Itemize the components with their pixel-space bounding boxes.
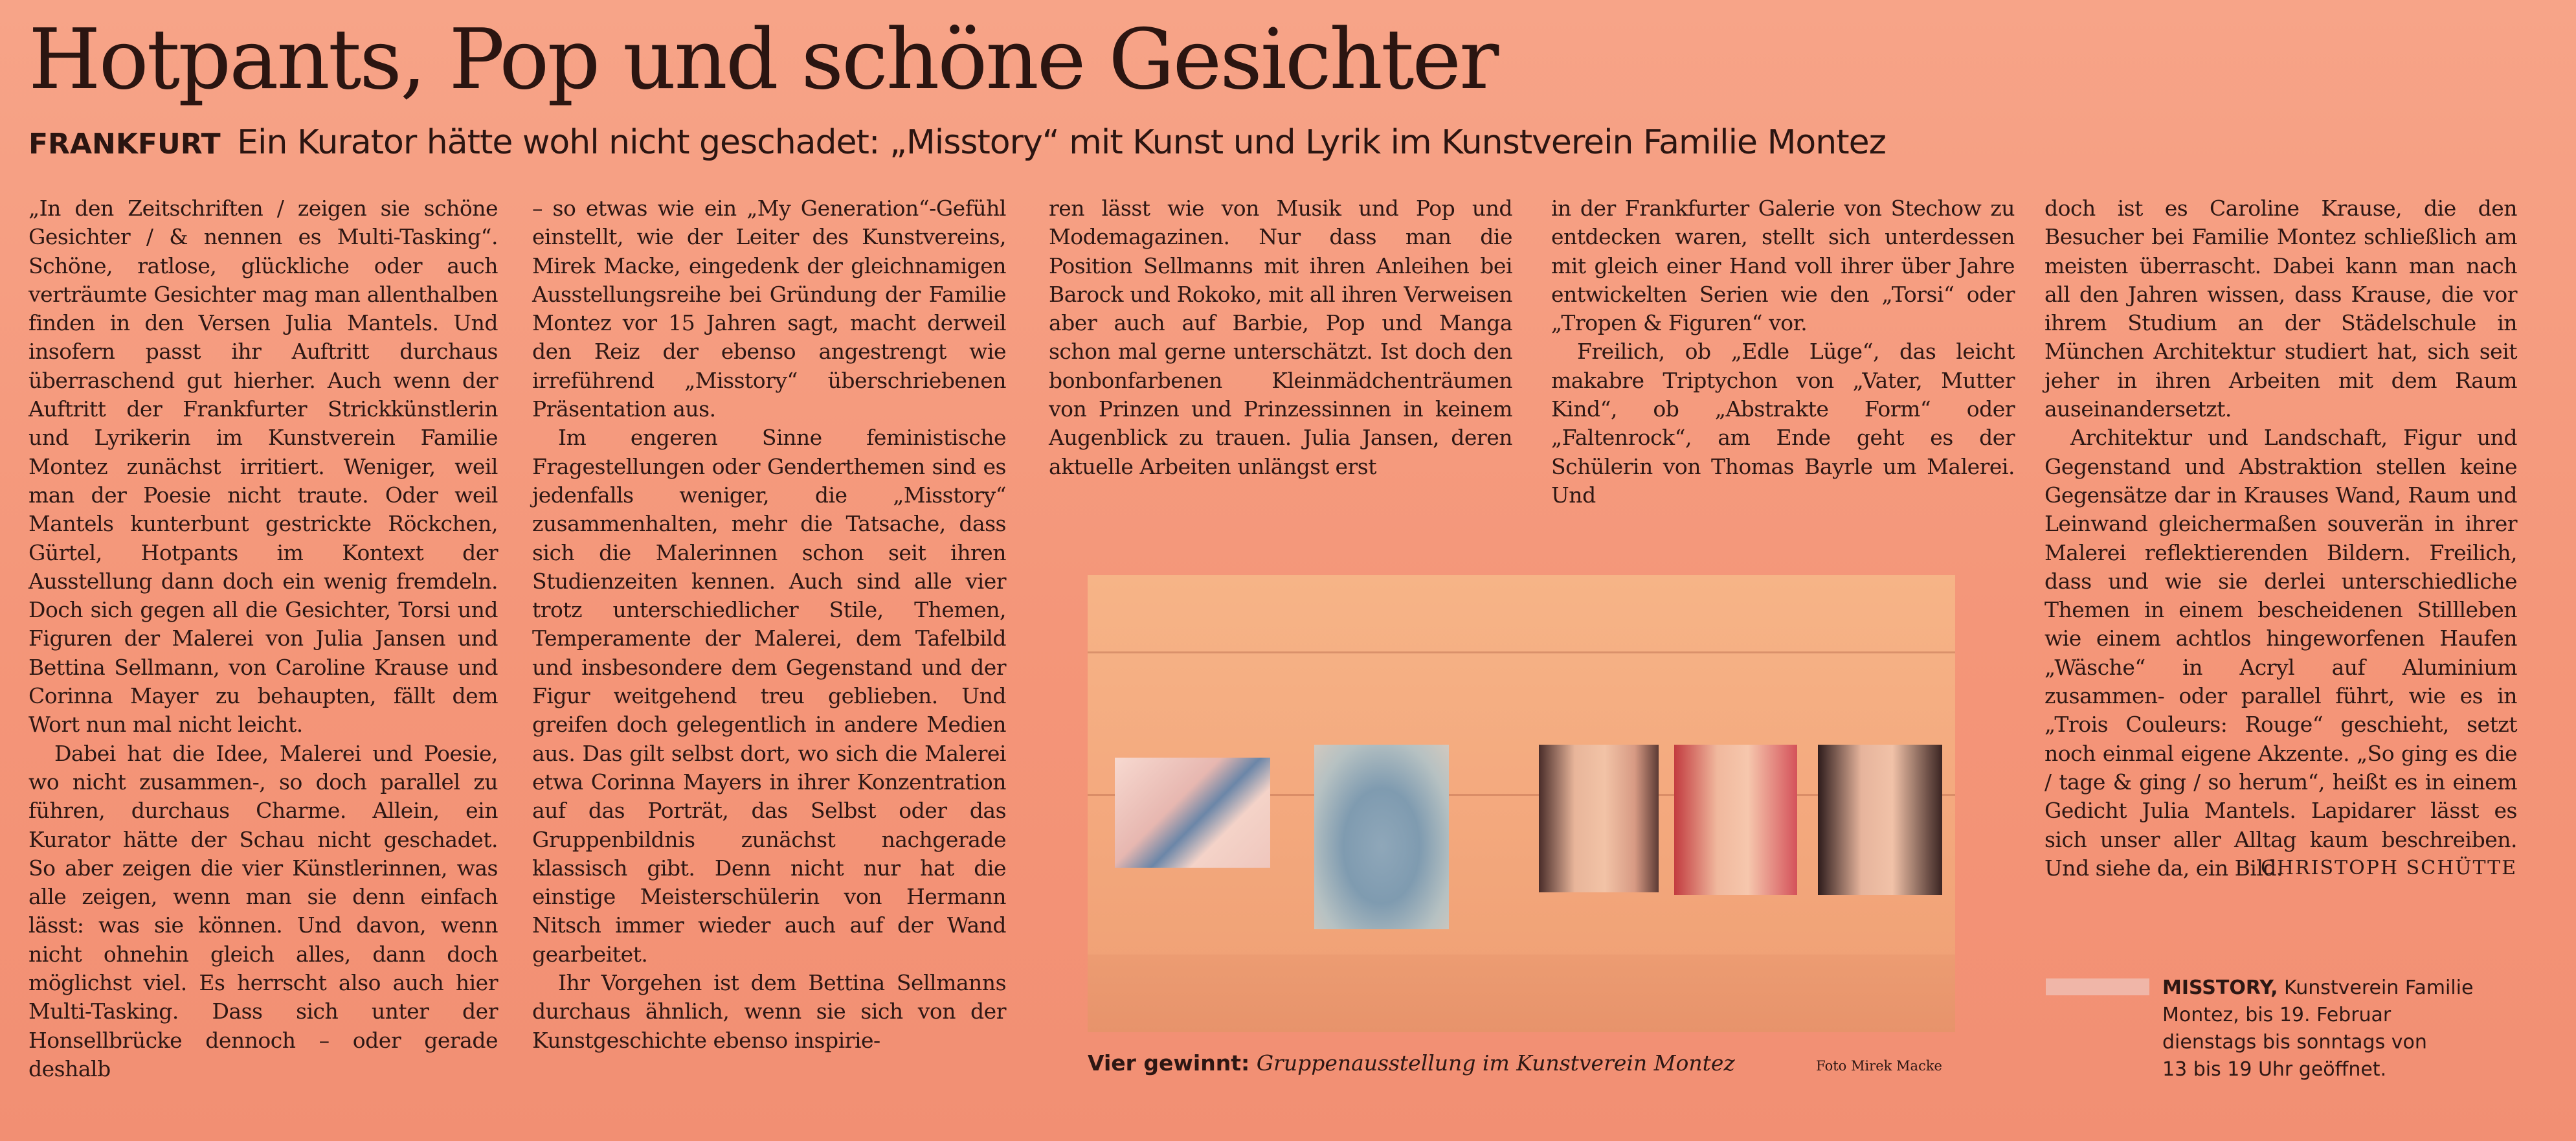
article-column-3 <box>1049 194 1512 481</box>
subheadline <box>28 120 1886 167</box>
photo-caption <box>1088 1049 1955 1078</box>
infobox-text: Kunstverein Familie <box>2284 977 2474 999</box>
paragraph: doch ist es Caroline Krause, die den Besucher bei Familie Montez schließlich am meisten überrascht. Dabei kann man nach all den Jahren wissen, dass Krause, die vor ihrem Studium an der Städelschule in München Architektur studiert hat, sich seit jeher in ihren Arbeiten mit dem Raum auseinandersetzt. <box>2044 196 2517 422</box>
photo-credit: Foto Mirek Macke <box>1816 1058 1942 1074</box>
exhibition-photo <box>1088 575 1955 1032</box>
infobox-text: dienstags bis sonntags von <box>2162 1031 2427 1054</box>
subheadline-text: Ein Kurator hätte wohl nicht geschadet: „Misstory“ mit Kunst und Lyrik im Kunstverein Familie Montez <box>237 123 1886 162</box>
dateline-kicker: FRANKFURT <box>28 128 221 161</box>
headline: Hotpants, Pop und schöne Gesichter <box>28 12 1497 108</box>
paragraph: in der Frankfurter Galerie von Stechow zu entdecken waren, stellt sich unterdessen mit gleich einer Hand voll ihrer über Jahre entwickelten Serien wie den „Torsi“ oder „Tropen & Figuren“ vor. <box>1551 196 2015 336</box>
infobox-title: MISSTORY, <box>2162 977 2278 999</box>
infobox-text: 13 bis 19 Uhr geöffnet. <box>2162 1058 2387 1081</box>
paragraph: Freilich, ob „Edle Lüge“, das leicht makabre Triptychon von „Vater, Mutter Kind“, ob „Abstrakte Form“ oder „Faltenrock“, am Ende geht es der Schülerin von Thomas Bayrle um Malerei. Und <box>1551 339 2015 508</box>
paragraph: „In den Zeitschriften / zeigen sie schöne Gesichter / & nennen es Multi-Tasking“. Schöne, ratlose, glückliche oder auch verträumte Gesichter mag man allenthalben finden in den Versen Julia Mantels. Und insofern passt ihr Auftritt durchaus überraschend gut hierher. Auch wenn der Auftritt der Frankfurter Strickkünstlerin und Lyrikerin im Kunstverein Familie Montez zunächst irritiert. Weniger, weil man der Poesie nicht traute. Oder weil Mantels kunterbunt gestrickte Röckchen, Gürtel, Hotpants im Kontext der Ausstellung dann doch ein wenig fremdeln. Doch sich gegen all die Gesichter, Torsi und Figuren der Malerei von Julia Jansen und Bettina Sellmann, von Caroline Krause und Corinna Mayer zu behaupten, fällt dem Wort nun mal nicht leicht. <box>28 196 498 738</box>
gallery-floor <box>1088 955 1955 1032</box>
paragraph: Im engeren Sinne feministische Fragestellungen oder Genderthemen sind es jedenfalls weniger, die „Misstory“ zusammenhalten, mehr die Tatsache, dass sich die Malerinnen schon seit ihren Studienzeiten kennen. Auch sind alle vier trotz unterschiedlicher Stile, Themen, Temperamente der Malerei, dem Tafelbild und insbesondere dem Gegenstand und der Figur weitgehend treu geblieben. Und greifen doch gelegentlich in andere Medien aus. Das gilt selbst dort, wo sich die Malerei etwa Corinna Mayers in ihrer Konzentration auf das Porträt, das Selbst oder das Gruppenbildnis zunächst nachgerade klassisch gibt. Denn nicht nur hat die einstige Meisterschülerin von Hermann Nitsch immer wieder auch auf der Wand gearbeitet. <box>532 425 1006 967</box>
infobox-text: Montez, bis 19. Februar <box>2162 1004 2391 1026</box>
painting-figures-2 <box>1674 745 1797 895</box>
paragraph: Dabei hat die Idee, Malerei und Poesie, wo nicht zusammen-, so doch parallel zu führen, durchaus Charme. Allein, ein Kurator hätte der Schau nicht geschadet. So aber zeigen die vier Künstlerinnen, was alle zeigen, wenn man sie denn einfach lässt: was sie können. Und davon, wenn nicht ohnehin gleich alles, dann doch möglichst viel. Es herrscht also auch hier Multi-Tasking. Dass sich unter der Honsellbrücke dennoch – oder gerade deshalb <box>28 740 498 1081</box>
painting-blue-abstract <box>1314 745 1449 929</box>
caption-text: Gruppenausstellung im Kunstverein Montez <box>1256 1050 1735 1076</box>
paragraph: – so etwas wie ein „My Generation“-Gefühl einstellt, wie der Leiter des Kunstvereins, Mirek Macke, eingedenk der gleichnamigen Ausstellungsreihe bei Gründung der Familie Montez vor 15 Jahren sagt, macht derweil den Reiz der ebenso angestrengt wie irreführend „Misstory“ überschriebenen Präsentation aus. <box>532 196 1006 422</box>
painting-abstract-small <box>1115 758 1270 868</box>
paragraph: Architektur und Landschaft, Figur und Gegenstand und Abstraktion stellen keine Gegensätze dar in Krauses Wand, Raum und Leinwand gleichermaßen souverän in ihrer Malerei reflektierenden Bildern. Freilich, dass und wie sie derlei unterschiedliche Themen in einem bescheidenen Stillleben wie einem achtlos hingeworfenen Haufen „Wäsche“ in Acryl auf Aluminium zusammen- oder parallel führt, wie es in „Trois Couleurs: Rouge“ geschieht, setzt noch einmal eigene Akzente. „So ging es die / tage & ging / so herum“, heißt es in einem Gedicht Julia Mantels. Lapidarer lässt es sich unser aller Alltag kaum beschreiben. Und siehe da, ein Bild. <box>2044 425 2517 881</box>
caption-lead: Vier gewinnt: <box>1088 1050 1250 1076</box>
article-column-4 <box>1551 194 2015 510</box>
article-column-1 <box>28 194 498 1083</box>
article-column-5 <box>2044 194 2517 883</box>
painting-figures-1 <box>1539 745 1659 892</box>
article-column-2 <box>532 194 1006 1055</box>
exhibition-infobox <box>2046 975 2518 1083</box>
wall-joint <box>1088 651 1955 653</box>
infobox-bar <box>2046 978 2149 995</box>
author-byline: CHRISTOPH SCHÜTTE <box>2260 857 2517 880</box>
paragraph: ren lässt wie von Musik und Pop und Modemagazinen. Nur dass man die Position Sellmanns mit ihren Anleihen bei Barock und Rokoko, mit all ihren Verweisen aber auch auf Barbie, Pop und Manga schon mal gerne unterschätzt. Ist doch den bonbonfarbenen Kleinmädchenträumen von Prinzen und Prinzessinnen in keinem Augenblick zu trauen. Julia Jansen, deren aktuelle Arbeiten unlängst erst <box>1049 196 1512 479</box>
paragraph: Ihr Vorgehen ist dem Bettina Sellmanns durchaus ähnlich, wenn sie sich von der Kunstgeschichte ebenso inspirie- <box>532 970 1006 1053</box>
painting-figures-3 <box>1818 745 1942 895</box>
